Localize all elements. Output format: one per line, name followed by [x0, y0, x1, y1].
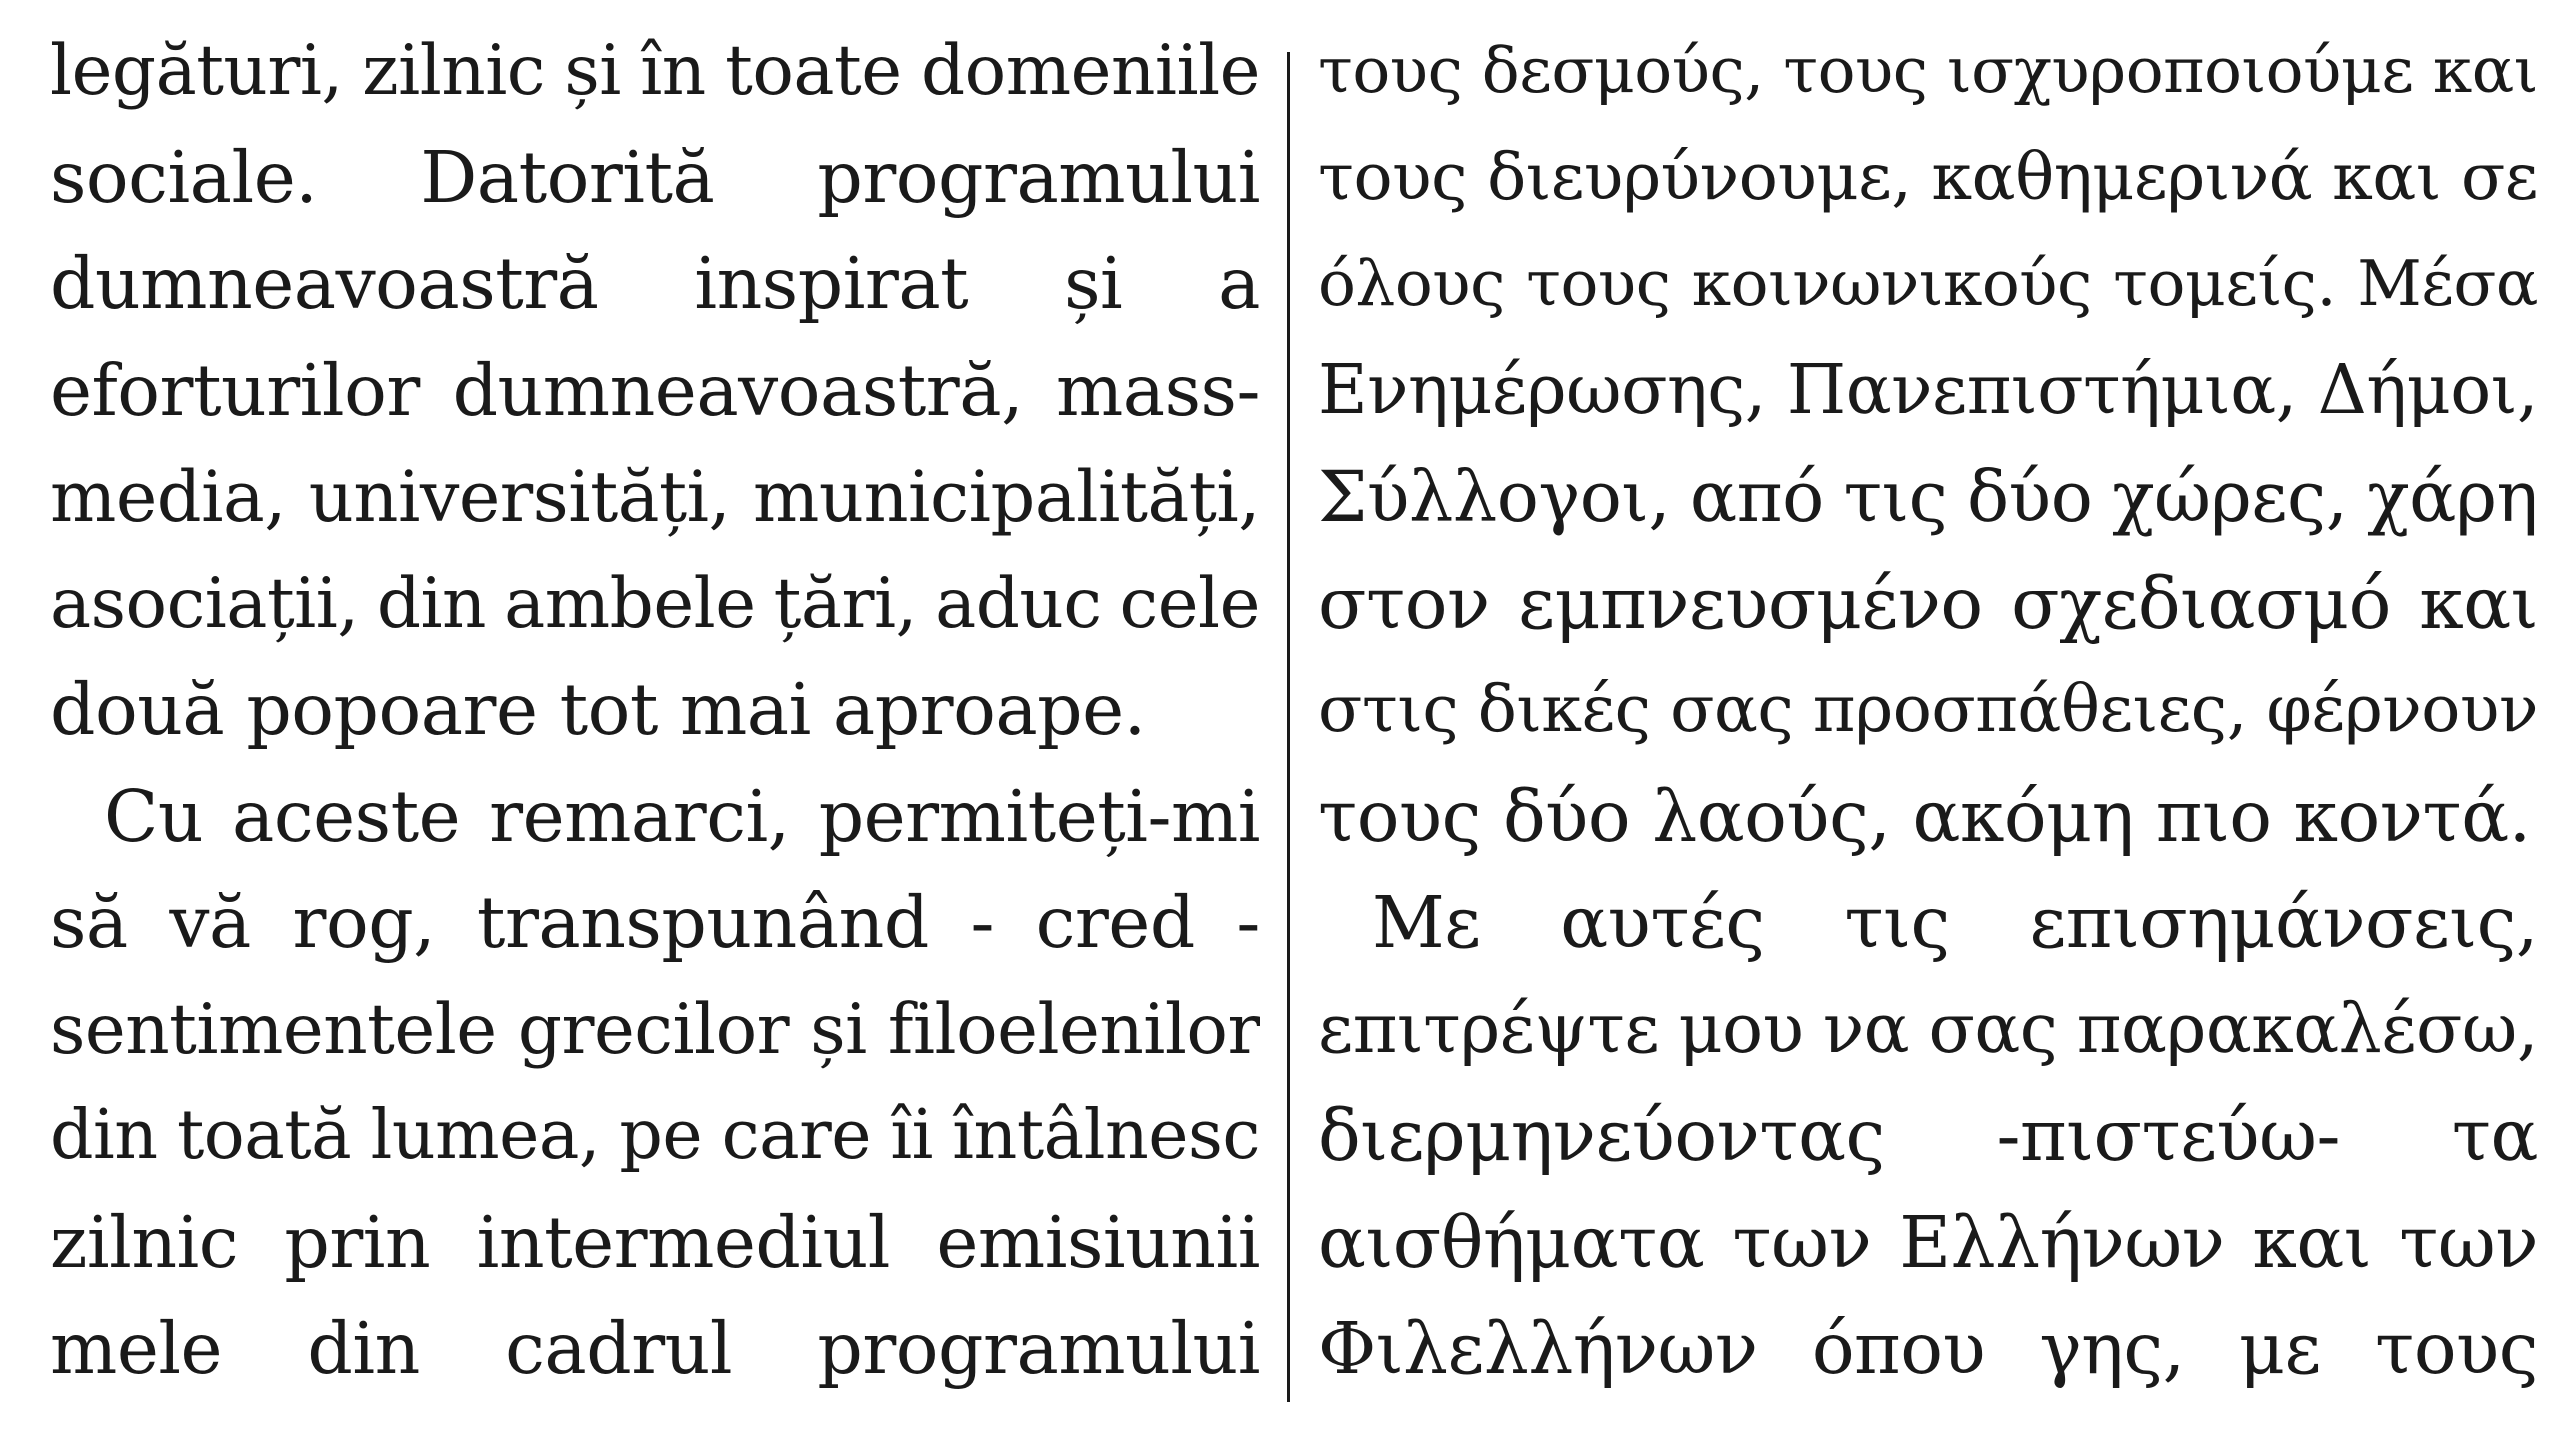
text-line-paragraph-end: τους δύο λαούς, ακόμη πιο κοντά.	[1318, 774, 2531, 858]
text-line: τους δεσμούς, τους ισχυροποιούμε και	[1318, 34, 2538, 107]
text-line: Φιλελλήνων όπου γης, με τους	[1318, 1307, 2538, 1390]
text-line: sentimentele grecilor și filoelenilor	[50, 989, 1260, 1070]
text-line: legături, zilnic și în toate domeniile	[50, 31, 1260, 111]
romanian-text-column	[50, 18, 1260, 1403]
text-line: τους διευρύνουμε, καθημερινά και σε	[1318, 139, 2538, 215]
text-line: dumneavoastră inspirat și a	[50, 242, 1260, 325]
text-line: στον εμπνευσμένο σχεδιασμό και	[1318, 561, 2538, 645]
text-line: όλους τους κοινωνικούς τομείς. Μέσα	[1318, 247, 2538, 320]
text-line: eforturilor dumneavoastră, mass-	[50, 348, 1260, 432]
text-line: mele din cadrul programului	[50, 1307, 1260, 1390]
text-line: Σύλλογοι, από τις δύο χώρες, χάρη	[1318, 456, 2538, 538]
text-line: επιτρέψτε μου να σας παρακαλέσω,	[1318, 989, 2538, 1069]
text-line: sociale. Datorită programului	[50, 135, 1260, 219]
text-line-paragraph-end: două popoare tot mai aproape.	[50, 668, 1146, 751]
text-line: αισθήματα των Ελλήνων και των	[1318, 1200, 2538, 1284]
text-line: din toată lumea, pe care îi întâlnesc	[50, 1096, 1260, 1175]
text-line: στις δικές σας προσπάθειες, φέρνουν	[1318, 672, 2538, 747]
text-line: media, universități, municipalități,	[50, 456, 1260, 538]
text-line: să vă rog, transpunând - cred -	[50, 881, 1260, 964]
text-line-paragraph-start: Με αυτές τις επισημάνσεις,	[1372, 881, 2538, 964]
text-line: διερμηνεύοντας -πιστεύω- τα	[1318, 1094, 2538, 1177]
column-divider	[1287, 52, 1290, 1402]
greek-text-column	[1318, 18, 2538, 1403]
text-line: Ενημέρωσης, Πανεπιστήμια, Δήμοι,	[1318, 350, 2538, 430]
text-line: asociații, din ambele țări, aduc cele	[50, 563, 1260, 644]
text-line-paragraph-start: Cu aceste remarci, permiteți-mi	[104, 774, 1260, 858]
text-line: zilnic prin intermediul emisiunii	[50, 1200, 1260, 1284]
